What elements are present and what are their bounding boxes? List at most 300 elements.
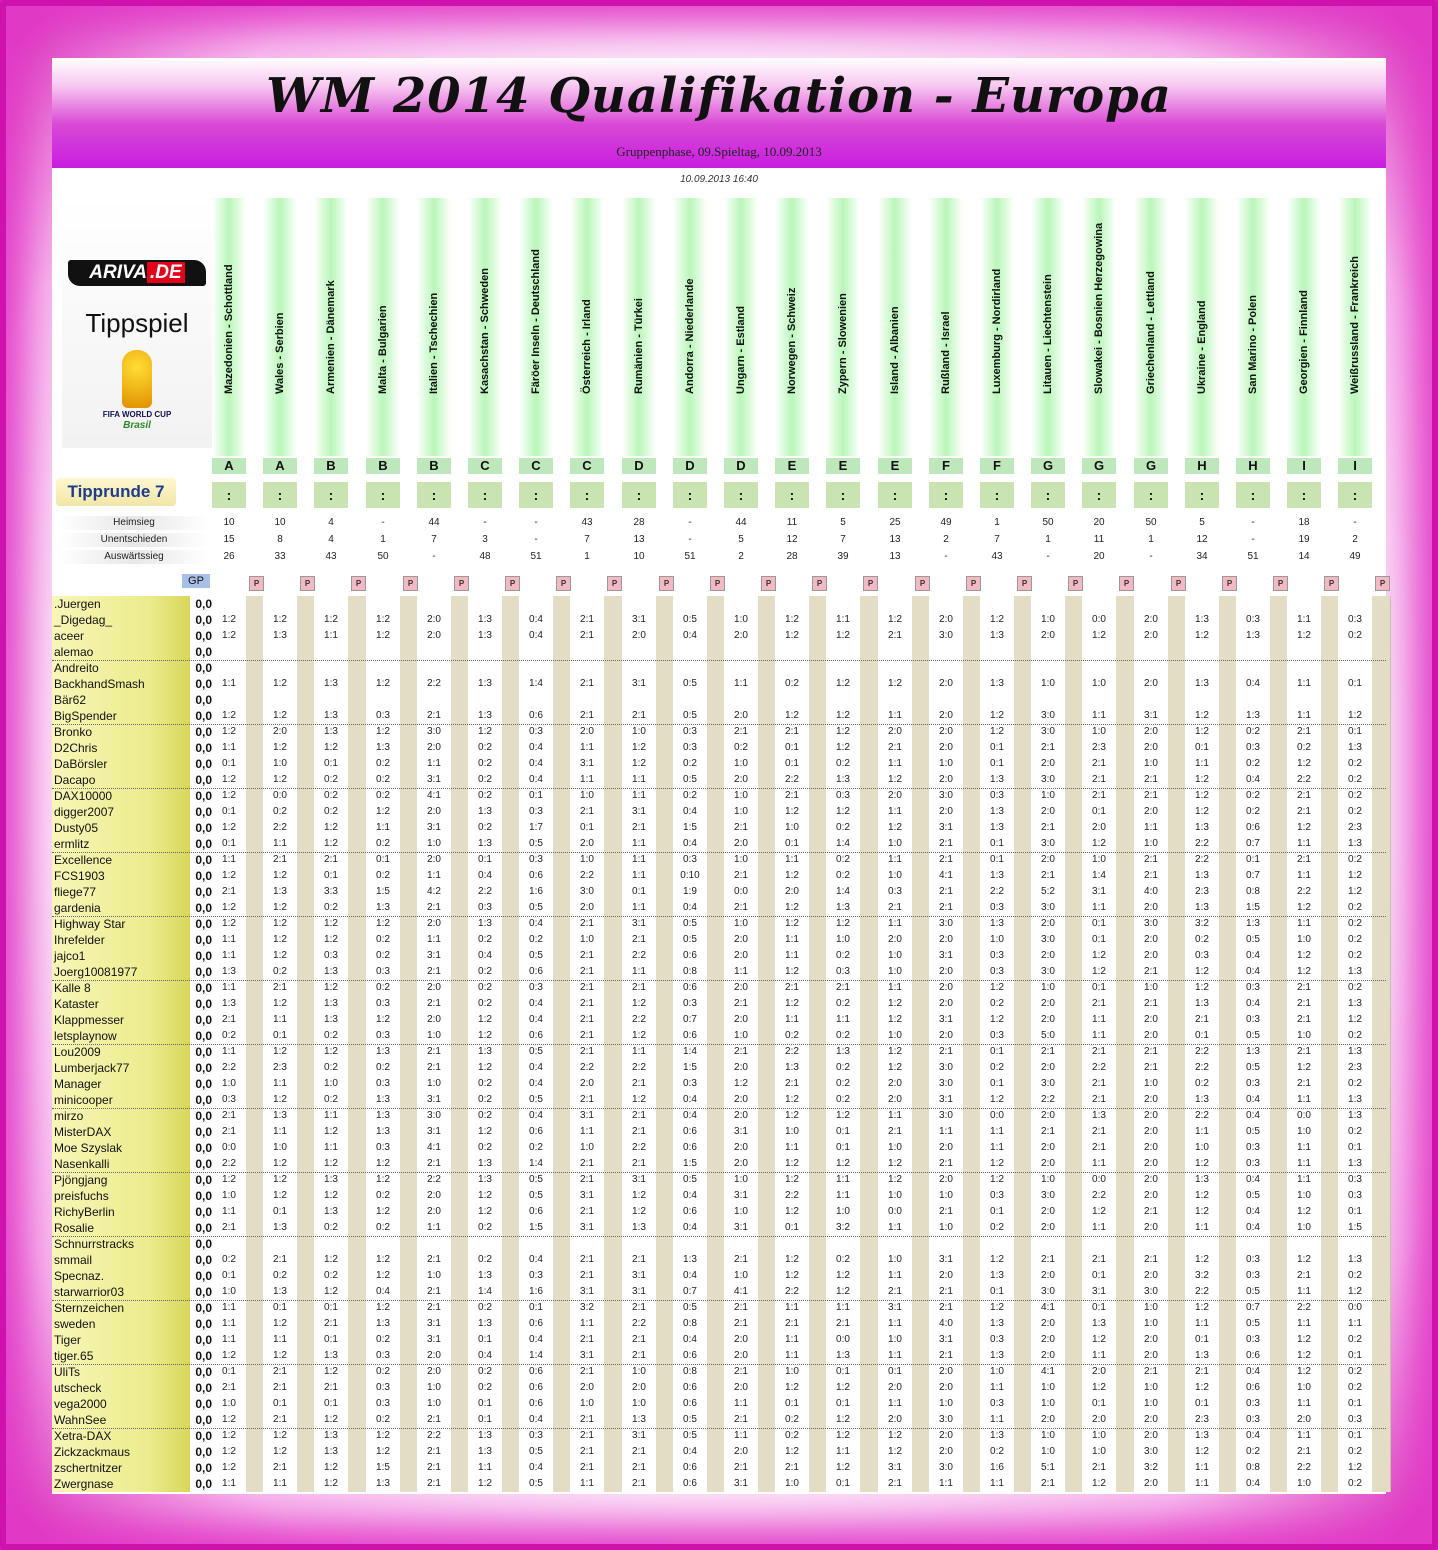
player-tip: 1:2 bbox=[324, 1126, 338, 1137]
player-tip: 1:3 bbox=[990, 1318, 1004, 1329]
player-name[interactable]: mirzo bbox=[54, 1109, 84, 1123]
player-tip: 1:2 bbox=[376, 1430, 390, 1441]
player-tip: 1:3 bbox=[1348, 998, 1362, 1009]
player-name[interactable]: Specnaz. bbox=[54, 1269, 105, 1283]
player-tip: 1:3 bbox=[478, 1174, 492, 1185]
group-separator bbox=[52, 1236, 1386, 1237]
match-stat: 1 bbox=[994, 517, 1000, 528]
player-tip: 0:2 bbox=[478, 742, 492, 753]
player-tip: 1:1 bbox=[222, 742, 236, 753]
player-tip: 0:2 bbox=[324, 1062, 338, 1073]
player-tip: 0:3 bbox=[1348, 1414, 1362, 1425]
player-tip: 0:3 bbox=[376, 1030, 390, 1041]
player-tip: 0:1 bbox=[990, 838, 1004, 849]
player-tip: 0:4 bbox=[683, 1110, 697, 1121]
player-tip: 2:2 bbox=[222, 1158, 236, 1169]
player-tip: 2:1 bbox=[632, 1254, 646, 1265]
player-tip: 0:3 bbox=[1246, 982, 1260, 993]
player-gp: 0,0 bbox=[195, 1221, 212, 1235]
player-tip: 1:0 bbox=[632, 1366, 646, 1377]
player-tip: 1:2 bbox=[888, 1014, 902, 1025]
player-tip: 1:3 bbox=[478, 806, 492, 817]
player-tip: 1:2 bbox=[632, 1030, 646, 1041]
player-tip: 2:1 bbox=[580, 630, 594, 641]
player-name[interactable]: preisfuchs bbox=[54, 1189, 109, 1203]
match-stat: 43 bbox=[581, 517, 593, 528]
points-header: P bbox=[761, 576, 776, 591]
ariva-logo[interactable] bbox=[68, 260, 206, 286]
match-stat: 50 bbox=[1042, 517, 1054, 528]
player-tip: 2:0 bbox=[1041, 806, 1055, 817]
player-tip: 0:4 bbox=[529, 758, 543, 769]
player-tip: 1:2 bbox=[836, 918, 850, 929]
player-tip: 1:1 bbox=[222, 934, 236, 945]
match-stat: 13 bbox=[633, 534, 645, 545]
player-tip: 0:3 bbox=[836, 790, 850, 801]
player-tip: 1:2 bbox=[836, 1286, 850, 1297]
player-tip: 0:4 bbox=[1246, 966, 1260, 977]
match-stat: 7 bbox=[840, 534, 846, 545]
player-tip: 0:4 bbox=[529, 1110, 543, 1121]
player-name[interactable]: Ihrefelder bbox=[54, 933, 105, 947]
match-header-column bbox=[519, 198, 553, 456]
match-stat: 3 bbox=[482, 534, 488, 545]
player-tip: 0:5 bbox=[529, 950, 543, 961]
player-tip: 1:2 bbox=[1297, 1062, 1311, 1073]
player-tip: 1:1 bbox=[785, 934, 799, 945]
player-tip: 2:1 bbox=[580, 1430, 594, 1441]
player-name[interactable]: fliege77 bbox=[54, 885, 97, 899]
player-tip: 2:1 bbox=[1297, 1014, 1311, 1025]
match-header-column bbox=[673, 198, 707, 456]
player-tip: 0:2 bbox=[1348, 630, 1362, 641]
player-tip: 2:1 bbox=[785, 982, 799, 993]
player-tip: 0:1 bbox=[478, 854, 492, 865]
player-tip: 1:3 bbox=[324, 678, 338, 689]
player-tip: 1:0 bbox=[1092, 854, 1106, 865]
match-name: Slowakei - Bosnien Herzegowina bbox=[1093, 222, 1105, 394]
player-tip: 0:1 bbox=[836, 1142, 850, 1153]
player-tip: 1:2 bbox=[1195, 1158, 1209, 1169]
player-name[interactable]: Nasenkalli bbox=[54, 1157, 110, 1171]
player-tip: 1:2 bbox=[836, 710, 850, 721]
player-name[interactable]: .Juergen bbox=[54, 597, 101, 611]
player-tip: 1:1 bbox=[632, 870, 646, 881]
player-name[interactable]: Klappmesser bbox=[54, 1013, 125, 1027]
player-tip: 1:0 bbox=[427, 1382, 441, 1393]
player-tip: 2:2 bbox=[632, 1014, 646, 1025]
player-tip: 1:2 bbox=[376, 1014, 390, 1025]
player-tip: 1:1 bbox=[1297, 1174, 1311, 1185]
player-tip: 1:2 bbox=[785, 1110, 799, 1121]
player-tip: 2:1 bbox=[734, 1046, 748, 1057]
player-tip: 1:3 bbox=[222, 966, 236, 977]
player-tip: 0:2 bbox=[836, 998, 850, 1009]
player-tip: 2:1 bbox=[1041, 1046, 1055, 1057]
match-stat: 33 bbox=[274, 551, 286, 562]
match-name: Luxemburg - Nordirland bbox=[991, 268, 1003, 394]
player-tip: 0:2 bbox=[478, 982, 492, 993]
player-tip: 2:0 bbox=[1144, 1430, 1158, 1441]
player-name[interactable]: Kalle 8 bbox=[54, 981, 91, 995]
player-name[interactable]: zschertnitzer bbox=[54, 1461, 123, 1475]
player-name[interactable]: BackhandSmash bbox=[54, 677, 145, 691]
player-tip: 2:1 bbox=[1144, 998, 1158, 1009]
player-name[interactable]: Dusty05 bbox=[54, 821, 99, 835]
player-tip: 1:2 bbox=[324, 822, 338, 833]
player-tip: 2:0 bbox=[1144, 806, 1158, 817]
match-stat: 12 bbox=[786, 534, 798, 545]
player-tip: 2:1 bbox=[939, 886, 953, 897]
player-name[interactable]: _Digedag_ bbox=[54, 613, 113, 627]
player-name[interactable]: aceer bbox=[54, 629, 85, 643]
player-tip: 1:3 bbox=[376, 1318, 390, 1329]
player-tip: 2:1 bbox=[734, 998, 748, 1009]
player-tip: 1:2 bbox=[836, 678, 850, 689]
player-tip: 1:2 bbox=[888, 1446, 902, 1457]
player-tip: 0:0 bbox=[1092, 1174, 1106, 1185]
player-tip: 2:0 bbox=[427, 854, 441, 865]
player-tip: 1:2 bbox=[273, 1350, 287, 1361]
player-tip: 0:2 bbox=[478, 1254, 492, 1265]
player-tip: 0:5 bbox=[529, 1046, 543, 1057]
player-tip: 5:0 bbox=[1041, 1030, 1055, 1041]
player-name[interactable]: Xetra-DAX bbox=[54, 1429, 112, 1443]
player-tip: 0:2 bbox=[1348, 1478, 1362, 1489]
player-tip: 2:1 bbox=[1144, 1254, 1158, 1265]
match-header-column bbox=[1082, 198, 1116, 456]
player-tip: 1:3 bbox=[1348, 1158, 1362, 1169]
player-name[interactable]: letsplaynow bbox=[54, 1029, 117, 1043]
player-tip: 1:2 bbox=[273, 1174, 287, 1185]
player-tip: 0:0 bbox=[1348, 1302, 1362, 1313]
player-name[interactable]: digger2007 bbox=[54, 805, 115, 819]
player-name[interactable]: ermlitz bbox=[54, 837, 90, 851]
player-tip: 0:1 bbox=[273, 1302, 287, 1313]
player-name[interactable]: tiger.65 bbox=[54, 1349, 94, 1363]
player-name[interactable]: Lou2009 bbox=[54, 1045, 101, 1059]
player-tip: 1:3 bbox=[1348, 966, 1362, 977]
player-tip: 1:2 bbox=[785, 1254, 799, 1265]
player-tip: 0:3 bbox=[683, 998, 697, 1009]
player-tip: 2:0 bbox=[580, 726, 594, 737]
match-result: : bbox=[622, 482, 656, 508]
player-tip: 1:2 bbox=[1297, 966, 1311, 977]
player-tip: 0:3 bbox=[1348, 614, 1362, 625]
player-tip: 0:6 bbox=[1246, 1350, 1260, 1361]
player-name[interactable]: Zwergnase bbox=[54, 1477, 114, 1491]
player-tip: 1:2 bbox=[632, 1190, 646, 1201]
player-tip: 2:0 bbox=[1144, 950, 1158, 961]
player-tip: 1:1 bbox=[324, 1142, 338, 1153]
player-name[interactable]: Moe Szyslak bbox=[54, 1141, 123, 1155]
player-tip: 2:1 bbox=[1041, 1478, 1055, 1489]
player-tip: 1:1 bbox=[836, 1014, 850, 1025]
player-tip: 1:0 bbox=[273, 1142, 287, 1153]
player-tip: 2:1 bbox=[632, 1462, 646, 1473]
player-name[interactable]: DAX10000 bbox=[54, 789, 113, 803]
player-gp: 0,0 bbox=[195, 981, 212, 995]
player-tip: 2:2 bbox=[632, 950, 646, 961]
player-tip: 2:1 bbox=[580, 1030, 594, 1041]
player-tip: 2:0 bbox=[939, 1446, 953, 1457]
player-name[interactable]: Kataster bbox=[54, 997, 99, 1011]
match-stat: 12 bbox=[1196, 534, 1208, 545]
player-name[interactable]: Pjöngjang bbox=[54, 1173, 108, 1187]
player-tip: 1:3 bbox=[1195, 902, 1209, 913]
player-tip: 2:0 bbox=[939, 1174, 953, 1185]
match-header-column bbox=[314, 198, 348, 456]
player-tip: 1:2 bbox=[836, 726, 850, 737]
player-tip: 2:1 bbox=[427, 1158, 441, 1169]
points-header: P bbox=[403, 576, 418, 591]
player-tip: 0:5 bbox=[683, 774, 697, 785]
player-tip: 0:4 bbox=[1246, 1094, 1260, 1105]
player-name[interactable]: Rosalie bbox=[54, 1221, 95, 1235]
player-name[interactable]: minicooper bbox=[54, 1093, 113, 1107]
player-tip: 2:0 bbox=[734, 934, 748, 945]
player-gp: 0,0 bbox=[195, 821, 212, 835]
player-tip: 0:4 bbox=[683, 838, 697, 849]
match-stat: 49 bbox=[1349, 551, 1361, 562]
player-name[interactable]: UliTs bbox=[54, 1365, 80, 1379]
match-name-cell bbox=[1287, 198, 1321, 456]
player-tip: 0:5 bbox=[1246, 934, 1260, 945]
player-tip: 1:0 bbox=[888, 1254, 902, 1265]
player-tip: 0:2 bbox=[324, 790, 338, 801]
player-tip: 2:1 bbox=[1297, 998, 1311, 1009]
player-name[interactable]: Excellence bbox=[54, 853, 113, 867]
player-tip: 2:1 bbox=[427, 1478, 441, 1489]
player-tip: 2:1 bbox=[785, 1462, 799, 1473]
player-tip: 2:1 bbox=[1041, 1126, 1055, 1137]
player-name[interactable]: utscheck bbox=[54, 1381, 102, 1395]
points-header: P bbox=[556, 576, 571, 591]
player-tip: 1:2 bbox=[785, 918, 799, 929]
player-name[interactable]: Lumberjack77 bbox=[54, 1061, 130, 1075]
player-name[interactable]: Sternzeichen bbox=[54, 1301, 125, 1315]
player-tip: 0:1 bbox=[580, 822, 594, 833]
player-tip: 1:2 bbox=[1195, 790, 1209, 801]
player-tip: 2:2 bbox=[222, 1062, 236, 1073]
player-name[interactable]: WahnSee bbox=[54, 1413, 107, 1427]
player-tip: 0:1 bbox=[1092, 806, 1106, 817]
player-tip: 1:2 bbox=[990, 614, 1004, 625]
player-tip: 2:0 bbox=[939, 678, 953, 689]
player-name[interactable]: Joerg10081977 bbox=[54, 965, 138, 979]
match-group: C bbox=[570, 458, 604, 474]
player-tip: 0:1 bbox=[1348, 726, 1362, 737]
player-tip: 1:2 bbox=[222, 1446, 236, 1457]
player-tip: 2:1 bbox=[734, 1302, 748, 1313]
player-tip: 0:3 bbox=[529, 1430, 543, 1441]
player-tip: 2:0 bbox=[1041, 854, 1055, 865]
player-tip: 2:1 bbox=[632, 934, 646, 945]
player-tip: 1:2 bbox=[785, 806, 799, 817]
player-tip: 2:0 bbox=[939, 1270, 953, 1281]
player-tip: 0:6 bbox=[683, 1398, 697, 1409]
match-group: C bbox=[519, 458, 553, 474]
match-header-column bbox=[775, 198, 809, 456]
player-tip: 1:1 bbox=[734, 678, 748, 689]
player-tip: 1:2 bbox=[990, 726, 1004, 737]
player-tip: 0:1 bbox=[785, 742, 799, 753]
player-tip: 2:1 bbox=[222, 1382, 236, 1393]
trophy-icon bbox=[122, 350, 152, 408]
player-tip: 0:1 bbox=[785, 758, 799, 769]
player-tip: 2:0 bbox=[580, 838, 594, 849]
points-header: P bbox=[1375, 576, 1390, 591]
player-name[interactable]: D2Chris bbox=[54, 741, 98, 755]
player-name[interactable]: Tiger bbox=[54, 1333, 81, 1347]
match-stat: 5 bbox=[840, 517, 846, 528]
player-tip: 2:0 bbox=[734, 774, 748, 785]
player-tip: 0:2 bbox=[324, 902, 338, 913]
player-name[interactable]: sweden bbox=[54, 1317, 96, 1331]
player-tip: 0:2 bbox=[1195, 1078, 1209, 1089]
match-group: B bbox=[417, 458, 451, 474]
player-tip: 2:1 bbox=[734, 1318, 748, 1329]
player-tip: 0:2 bbox=[376, 870, 390, 881]
player-tip: 0:2 bbox=[376, 838, 390, 849]
player-tip: 2:0 bbox=[1144, 1174, 1158, 1185]
player-name[interactable]: smmail bbox=[54, 1253, 92, 1267]
player-tip: 0:2 bbox=[273, 966, 287, 977]
player-name[interactable]: Highway Star bbox=[54, 917, 126, 931]
player-tip: 1:2 bbox=[376, 1302, 390, 1313]
player-tip: 2:0 bbox=[1144, 614, 1158, 625]
player-tip: 1:2 bbox=[1297, 1334, 1311, 1345]
player-tip: 0:5 bbox=[1246, 1318, 1260, 1329]
player-tip: 1:1 bbox=[990, 1142, 1004, 1153]
player-gp: 0,0 bbox=[195, 741, 212, 755]
player-tip: 2:2 bbox=[632, 1318, 646, 1329]
player-name[interactable]: jajco1 bbox=[54, 949, 86, 963]
player-tip: 2:1 bbox=[888, 630, 902, 641]
player-tip: 2:1 bbox=[1092, 998, 1106, 1009]
player-tip: 1:0 bbox=[1041, 1430, 1055, 1441]
player-name[interactable]: alemao bbox=[54, 645, 94, 659]
player-tip: 2:1 bbox=[1144, 966, 1158, 977]
player-tip: 1:2 bbox=[222, 774, 236, 785]
player-tip: 1:1 bbox=[273, 838, 287, 849]
player-tip: 2:2 bbox=[785, 1286, 799, 1297]
player-tip: 0:3 bbox=[529, 726, 543, 737]
player-tip: 1:0 bbox=[888, 1142, 902, 1153]
player-tip: 1:1 bbox=[1195, 1222, 1209, 1233]
player-tip: 0:1 bbox=[785, 1222, 799, 1233]
player-tip: 0:2 bbox=[376, 1366, 390, 1377]
player-tip: 1:2 bbox=[273, 774, 287, 785]
player-tip: 1:2 bbox=[1297, 1350, 1311, 1361]
player-tip: 1:2 bbox=[324, 1286, 338, 1297]
player-name[interactable]: Zickzackmaus bbox=[54, 1445, 131, 1459]
player-gp: 0,0 bbox=[195, 693, 212, 707]
player-name[interactable]: FCS1903 bbox=[54, 869, 105, 883]
player-tip: 2:1 bbox=[785, 790, 799, 801]
player-tip: 3:0 bbox=[1041, 1286, 1055, 1297]
player-tip: 0:3 bbox=[683, 854, 697, 865]
player-gp: 0,0 bbox=[195, 1205, 212, 1219]
player-tip: 2:1 bbox=[1297, 790, 1311, 801]
player-tip: 1:4 bbox=[683, 1046, 697, 1057]
player-tip: 1:3 bbox=[990, 918, 1004, 929]
player-tip: 2:2 bbox=[990, 886, 1004, 897]
player-tip: 1:0 bbox=[1144, 1302, 1158, 1313]
player-name[interactable]: Schnurrstracks bbox=[54, 1237, 135, 1251]
player-tip: 2:0 bbox=[734, 1062, 748, 1073]
player-name[interactable]: Andreito bbox=[54, 661, 99, 675]
player-name[interactable]: MisterDAX bbox=[54, 1125, 112, 1139]
player-name[interactable]: vega2000 bbox=[54, 1397, 107, 1411]
player-tip: 4:1 bbox=[734, 1286, 748, 1297]
player-name[interactable]: Bär62 bbox=[54, 693, 87, 707]
player-tip: 3:1 bbox=[1144, 710, 1158, 721]
player-name[interactable]: RichyBerlin bbox=[54, 1205, 115, 1219]
match-header-column bbox=[1185, 198, 1219, 456]
player-tip: 3:1 bbox=[939, 1094, 953, 1105]
player-tip: 0:2 bbox=[683, 758, 697, 769]
match-group: C bbox=[468, 458, 502, 474]
points-header: P bbox=[454, 576, 469, 591]
player-tip: 2:1 bbox=[427, 902, 441, 913]
player-name[interactable]: Dacapo bbox=[54, 773, 96, 787]
player-tip: 0:1 bbox=[222, 806, 236, 817]
player-tip: 2:1 bbox=[580, 1462, 594, 1473]
player-tip: 2:0 bbox=[1041, 758, 1055, 769]
player-tip: 1:0 bbox=[734, 918, 748, 929]
player-tip: 3:0 bbox=[1041, 774, 1055, 785]
player-tip: 1:0 bbox=[1144, 1398, 1158, 1409]
player-name[interactable]: DaBörsler bbox=[54, 757, 108, 771]
player-tip: 1:1 bbox=[1297, 1430, 1311, 1441]
points-header: P bbox=[710, 576, 725, 591]
player-tip: 0:2 bbox=[478, 934, 492, 945]
player-gp: 0,0 bbox=[195, 1349, 212, 1363]
player-tip: 1:2 bbox=[785, 630, 799, 641]
player-name[interactable]: starwarrior03 bbox=[54, 1285, 125, 1299]
player-tip: 1:0 bbox=[1297, 934, 1311, 945]
player-name[interactable]: Manager bbox=[54, 1077, 102, 1091]
player-tip: 0:2 bbox=[376, 790, 390, 801]
match-name-cell bbox=[1031, 198, 1065, 456]
points-header: P bbox=[812, 576, 827, 591]
player-tip: 1:0 bbox=[632, 1398, 646, 1409]
player-tip: 1:2 bbox=[1297, 1254, 1311, 1265]
match-stat: - bbox=[1353, 517, 1357, 528]
player-name[interactable]: Bronko bbox=[54, 725, 93, 739]
player-tip: 0:6 bbox=[529, 1206, 543, 1217]
player-tip: 1:4 bbox=[478, 1286, 492, 1297]
player-tip: 2:1 bbox=[1092, 1254, 1106, 1265]
player-tip: 2:1 bbox=[632, 1126, 646, 1137]
player-tip: 2:0 bbox=[939, 614, 953, 625]
player-tip: 1:2 bbox=[376, 1174, 390, 1185]
match-group: F bbox=[929, 458, 963, 474]
player-tip: 1:1 bbox=[1297, 1094, 1311, 1105]
player-tip: 1:2 bbox=[1195, 1446, 1209, 1457]
match-name-cell bbox=[468, 198, 502, 456]
player-tip: 0:4 bbox=[1246, 1366, 1260, 1377]
player-tip: 2:0 bbox=[1144, 630, 1158, 641]
player-tip: 1:0 bbox=[990, 1366, 1004, 1377]
player-tip: 0:2 bbox=[478, 1382, 492, 1393]
player-tip: 2:1 bbox=[427, 1302, 441, 1313]
player-tip: 1:3 bbox=[1195, 998, 1209, 1009]
player-name[interactable]: BigSpender bbox=[54, 709, 117, 723]
player-name[interactable]: gardenia bbox=[54, 901, 101, 915]
player-tip: 0:2 bbox=[376, 1334, 390, 1345]
